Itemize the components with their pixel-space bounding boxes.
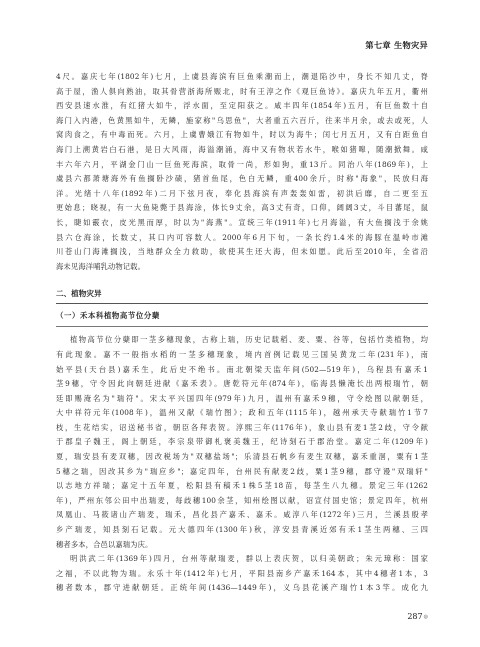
text-line: 枝，生花结实，诏送秘书省，朝臣各拜表贺。淳熙三年(1176年)，象山县有麦1茎2歧，守令献	[56, 422, 428, 432]
text-line: 始平县(天台县)嘉禾生，此后史不绝书。南北朝梁天监年间(502—519年)，乌程县有嘉禾1	[56, 364, 428, 374]
text-line: 大中祥符元年(1008年)，温州又献《瑞竹图》；政和五年(1115年)，越州承天寺献瑞竹1节7	[56, 408, 428, 418]
text-line: 4尺。嘉庆七年(1802年)七月，上虞县海滨有巨鱼乘潮而上，潮退陷沙中，身长不知几丈，脊	[56, 72, 428, 81]
intro-paragraph	[56, 70, 428, 274]
running-header: 第七章 生物灾异	[365, 40, 428, 50]
text-line: 海门上溯黄岩白石港，是日大风雨，海溢潮涌，海中又有物状若水牛，喉如猪嗥，随潮掀舞。咸	[56, 144, 428, 154]
text-line: 于郡皇子魏王，阁上朝廷，李宗泉带御札褒美魏王，纪诗刻石于郡治堂。嘉定二年(1209年)	[56, 437, 428, 447]
text-line: 长，睫如霰衣，皮光黑而厚，时以为"海燕"。宣统三年(1911年)七月海溢，有大鱼搁浅于余姚	[56, 217, 428, 227]
page-content	[56, 70, 428, 596]
text-line: 之福，不以此物为瑞。永乐十年(1412年)七月，平阳县南乡产嘉禾164本，其中4穗者1本，3	[56, 568, 428, 578]
text-line: 夏，瑞安县有麦双穗，因改税场为"双穗盐场"；乐清县石帆乡有麦生双穗，嘉禾重洄，粟有1茎	[56, 452, 428, 462]
text-line: 穗者数本，郡守进献朝廷。正统年间(1436—1449年)，义乌县花溪产瑞竹1本3竿。成化九	[56, 583, 428, 593]
text-line: 川苍山门海滩搁浅，当地群众全力救助，欲使其生还大海，但未如愿。此后至2010年，全省沿	[56, 247, 428, 257]
text-line: 明洪武二年(1369年)四月，台州等献瑞麦，群以上表庆贺，以归美朝政；朱元璋称：国家	[70, 554, 428, 564]
text-line: 有此现象。嘉不一般指水稻的一茎多穗现象，境内首例记载见三国吴黄龙二年(231年)，南	[56, 349, 428, 359]
text-line: 凤凰山、马筱诸山产瑞麦，瑞禾，昌化县产嘉禾、嘉禾。咸淳八年(1272年)三月，兰溪县殷孝	[56, 510, 428, 520]
text-line: 洋。光绪十八年(1892年)二月下弦月夜，奉化县海滨有声轰轰如雷，初洪后靡，自二更至五	[56, 188, 428, 198]
text-line: 廷即赐淹名为"瑞符"。宋太平兴国四年(979年)九月，温州有嘉禾9穗，守令绘图以献朝廷，	[56, 393, 428, 403]
text-line: 虞县六都萧塘海外有鱼搁卧沙碛，猪首鱼尾，色白无鳞，重400余斤，时称"海象"，民放归海	[56, 174, 428, 184]
text-line: 高于屋，渔人俱向熟油，取其骨营浙海所赈北，时有王淳之作《观巨鱼诗》。嘉庆九年五月，衢州	[56, 86, 428, 96]
text-line: 海门入内港，色黄黑如牛，无鳞，施家称"乌思鱼"，大者重五六百斤，往来半月余，或去或死，人	[56, 115, 428, 125]
subsection-title: （一）禾本科植物高节位分蘖	[56, 311, 160, 321]
page-mark: ◎	[423, 614, 428, 620]
section-title: 二、植物灾异	[56, 289, 102, 299]
text-line: 茎9穗，守令因此向朝廷进献《嘉禾表》。唐乾符元年(874年)，临海县懒淹长出两根瑞竹，朝	[56, 379, 428, 389]
text-line: 5穗之瑞，因改其乡为"瑞应乡"；嘉定四年，台州民有献麦2歧，粟1茎9穗，郡守谩"双瑞轩"	[56, 466, 428, 476]
page-number: 287	[407, 612, 423, 621]
text-line: 穗者多本，合邑以嘉瑞为庆。	[56, 539, 153, 549]
text-line: 县六仓海涂，长数丈，其口内可容数人。2000年6月下旬，一条长约1.4米的海豚在温岭市滩	[56, 232, 428, 242]
text-line: 年)，严州东邻公田中出瑞麦，每歧穗100余茎，知州绘图以献，诏宣付国史馆；景定四年，杭州	[56, 495, 428, 505]
text-line: 海未见海洋哺乳动物记载。	[56, 261, 146, 271]
text-line: 更始息；晓视，有一大鱼毙斃于县海涂，体长9丈余，高3丈有奇，口仰，阔阔3丈，斗目蕃尾，鼠	[56, 203, 428, 213]
text-line: 以志地方祥瑞；嘉定十五年夏，松阳县有稿禾1株5茎18苗，每茎生八九穗。景定三年(1262	[56, 481, 428, 491]
text-line: 窝肉食之，有中毒而死。六月，上虞曹娥江有物如牛，时以为海牛；闰七月五月，又有白距鱼自	[56, 130, 428, 140]
text-line: 乡产瑞麦，知县刻石记载。元大德四年(1300年)秋，淳安县青溪近郊有禾1茎生两穗、三四	[56, 525, 428, 535]
text-line: 丰六年六月，平湖金门山一巨鱼死海滨，取骨一尚，形如狗，重13斤。同治八年(1869年)，上	[56, 159, 428, 169]
spacer	[56, 274, 428, 288]
body-paragraph	[56, 333, 428, 596]
page-footer	[407, 612, 428, 621]
text-line: 植物高节位分蘖即一茎多穗现象，古称上瑞，历史记载稻、麦、粟、谷等，包括竹类植物，均	[70, 335, 428, 345]
text-line: 西安县速水淮，有红猪大如牛，浮水面，至定阳获之。咸丰四年(1854年)五月，有巨鱼数十自	[56, 101, 428, 111]
subsection-divider	[56, 326, 428, 327]
